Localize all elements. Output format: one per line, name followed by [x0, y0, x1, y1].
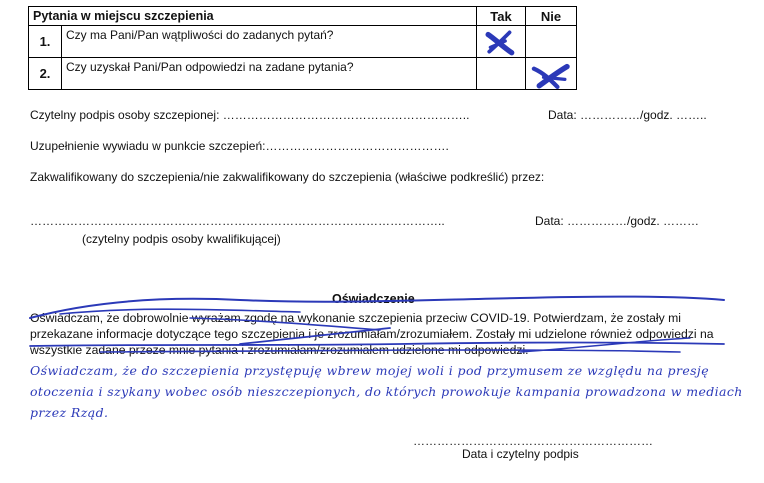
date-signature-caption: Data i czytelny podpis [462, 447, 579, 461]
row-number: 1. [29, 26, 62, 58]
handwritten-declaration: Oświadczam, że do szczepienia przystępuję wbrew mojej woli i pod przymusem ze względu na presję otoczenia i szykany wobec osób nieszczepionych, do których prowokuje kampania prowadzona w mediach przez Rząd. [30, 363, 743, 420]
question-text: Czy uzyskał Pani/Pan odpowiedzi na zadane pytania? [62, 58, 477, 90]
qualifier-signature-dots: ………………………………………………………………………………………….. [30, 214, 445, 228]
col-yes-header: Tak [477, 7, 526, 26]
date-signature-dots: …………………………………………………… [413, 434, 653, 448]
qualifier-caption: (czytelny podpis osoby kwalifikującej) [82, 232, 281, 246]
row-number: 2. [29, 58, 62, 90]
signature-line: Czytelny podpis osoby szczepionej: …………………………………………………….. [30, 108, 470, 122]
qualified-line: Zakwalifikowany do szczepienia/nie zakwalifikowany do szczepienia (właściwe podkreślić) przez: [30, 170, 545, 184]
question-text: Czy ma Pani/Pan wątpliwości do zadanych pytań? [62, 26, 477, 58]
declaration-title: Oświadczenie [332, 292, 415, 306]
table-header: Pytania w miejscu szczepienia [29, 7, 477, 26]
declaration-text: Oświadczam, że dobrowolnie wyrażam zgodę na wykonanie szczepienia przeciw COVID-19. Potwierdzam, że zostały mi przekazane informacje dotyczące tego szczepienia i je zrozumiałam/zrozumiałem. Zostały mi udzielone również odpowiedzi na wszystkie zadane przeze mnie pytania i zrozumiałam/zrozumiałem udzielone mi odpowiedzi. [30, 311, 714, 357]
date-line: Data: ……………/godz. ……… [535, 214, 700, 228]
col-no-header: Nie [526, 7, 577, 26]
completion-line: Uzupełnienie wywiadu w punkcie szczepień:………………………………………. [30, 139, 449, 153]
date-line: Data: ……………/godz. …….. [548, 108, 707, 122]
